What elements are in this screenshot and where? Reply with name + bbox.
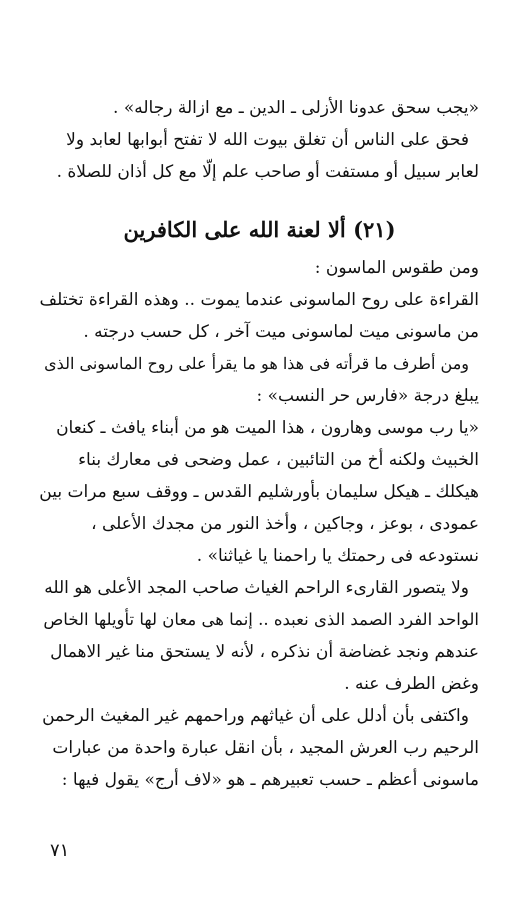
- top-paragraph: [37, 92, 479, 188]
- text-line: عندهم ونجد غضاضة أن نذكره ، لأنه لا يستحق منا غير الاهمال: [50, 642, 479, 662]
- section-heading: (٢١) ألا لعنة الله على الكافرين: [123, 217, 396, 242]
- text-line: هيكلك ـ هيكل سليمان بأورشليم القدس ـ ووقف سبع مرات بين: [39, 482, 479, 502]
- text-line: وغض الطرف عنه .: [344, 674, 479, 694]
- text-line: عمودى ، بوعز ، وجاكين ، وأخذ النور من مجدك الأعلى ،: [91, 514, 479, 534]
- text-line: «يجب سحق عدونا الأزلى ـ الدين ـ مع ازالة رجاله» .: [113, 98, 479, 118]
- text-line: الواحد الفرد الصمد الذى نعبده .. إنما هى معان لها تأويلها الخاص: [43, 610, 479, 629]
- text-line: يبلغ درجة «فارس حر النسب» :: [256, 386, 479, 406]
- page-number: ٧١: [50, 840, 70, 861]
- text-line: الخبيث ولكنه أخ من التائبين ، عمل وضحى فى معارك بناء: [78, 450, 479, 470]
- text-line: لعابر سبيل أو مستفت أو صاحب علم إلّا مع كل أذان للصلاة .: [56, 162, 479, 182]
- body-text: [37, 252, 479, 796]
- text-line: فحق على الناس أن تغلق بيوت الله لا تفتح أبوابها لعابد ولا: [66, 130, 469, 150]
- text-line: الرحيم رب العرش المجيد ، بأن انقل عبارة واحدة من عبارات: [52, 738, 479, 758]
- text-line: «يا رب موسى وهارون ، هذا الميت هو من أبناء يافث ـ كنعان: [56, 418, 479, 438]
- text-line: القراءة على روح الماسونى عندما يموت .. وهذه القراءة تختلف: [39, 290, 479, 310]
- text-line: واكتفى بأن أدلل على أن غياثهم وراحمهم غير المغيث الرحمن: [42, 706, 469, 726]
- text-line: ماسونى أعظم ـ حسب تعبيرهم ـ هو «لاف أرج» يقول فيها :: [61, 770, 479, 790]
- text-line: من ماسونى ميت لماسونى ميت آخر ، كل حسب درجته .: [83, 322, 479, 342]
- text-line: ومن طقوس الماسون :: [314, 258, 479, 278]
- text-line: ومن أطرف ما قرأته فى هذا هو ما يقرأ على روح الماسونى الذى: [44, 354, 469, 373]
- text-line: نستودعه فى رحمتك يا راحمنا يا غياثنا» .: [196, 546, 479, 566]
- text-line: ولا يتصور القارىء الراحم الغياث صاحب المجد الأعلى هو الله: [44, 578, 469, 598]
